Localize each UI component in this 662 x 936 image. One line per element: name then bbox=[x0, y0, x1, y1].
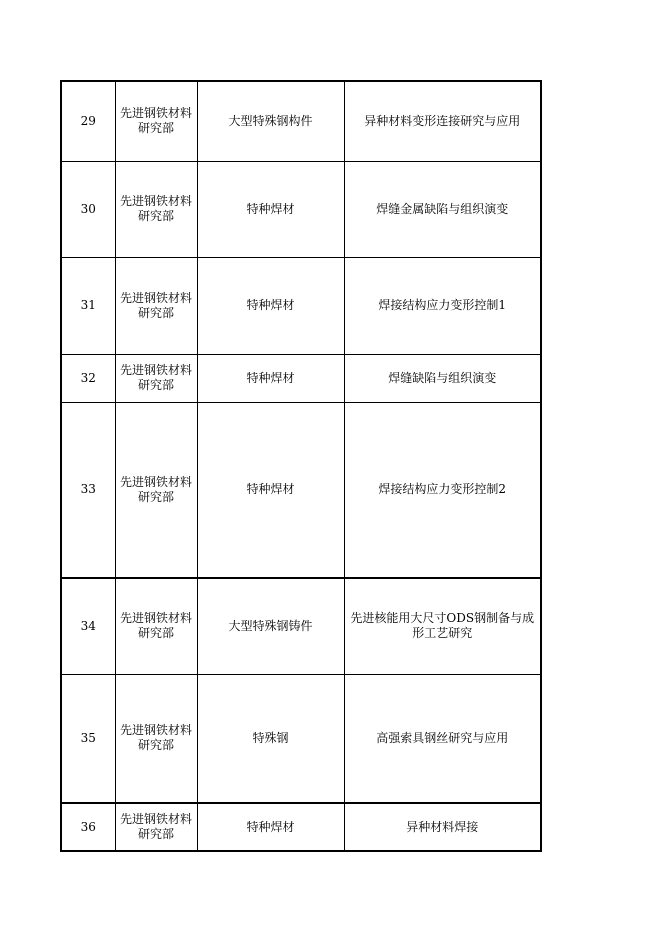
department-cell: 先进钢铁材料研究部 bbox=[115, 578, 197, 674]
category-cell: 特种焊材 bbox=[197, 803, 344, 851]
department-cell: 先进钢铁材料研究部 bbox=[115, 161, 197, 257]
table-row bbox=[61, 257, 541, 354]
table-row bbox=[61, 402, 541, 578]
department-cell: 先进钢铁材料研究部 bbox=[115, 354, 197, 402]
row-number: 30 bbox=[61, 161, 115, 257]
department-cell: 先进钢铁材料研究部 bbox=[115, 674, 197, 803]
row-number: 32 bbox=[61, 354, 115, 402]
row-number: 36 bbox=[61, 803, 115, 851]
row-number: 34 bbox=[61, 578, 115, 674]
category-cell: 特种焊材 bbox=[197, 257, 344, 354]
topic-cell: 异种材料变形连接研究与应用 bbox=[344, 81, 541, 161]
department-cell: 先进钢铁材料研究部 bbox=[115, 257, 197, 354]
category-cell: 特种焊材 bbox=[197, 354, 344, 402]
category-cell: 大型特殊钢铸件 bbox=[197, 578, 344, 674]
row-number: 29 bbox=[61, 81, 115, 161]
table-row bbox=[61, 578, 541, 674]
row-number: 31 bbox=[61, 257, 115, 354]
table-row bbox=[61, 354, 541, 402]
topic-cell: 焊缝缺陷与组织演变 bbox=[344, 354, 541, 402]
category-cell: 特殊钢 bbox=[197, 674, 344, 803]
topic-cell: 异种材料焊接 bbox=[344, 803, 541, 851]
topic-cell: 先进核能用大尺寸ODS钢制备与成形工艺研究 bbox=[344, 578, 541, 674]
category-cell: 特种焊材 bbox=[197, 161, 344, 257]
department-cell: 先进钢铁材料研究部 bbox=[115, 803, 197, 851]
topic-cell: 焊接结构应力变形控制2 bbox=[344, 402, 541, 578]
category-cell: 大型特殊钢构件 bbox=[197, 81, 344, 161]
row-number: 35 bbox=[61, 674, 115, 803]
table-row bbox=[61, 81, 541, 161]
data-table bbox=[60, 80, 542, 852]
table-row bbox=[61, 803, 541, 851]
topic-cell: 高强索具钢丝研究与应用 bbox=[344, 674, 541, 803]
department-cell: 先进钢铁材料研究部 bbox=[115, 81, 197, 161]
row-number: 33 bbox=[61, 402, 115, 578]
department-cell: 先进钢铁材料研究部 bbox=[115, 402, 197, 578]
table-row bbox=[61, 161, 541, 257]
topic-cell: 焊缝金属缺陷与组织演变 bbox=[344, 161, 541, 257]
table-row bbox=[61, 674, 541, 803]
topic-cell: 焊接结构应力变形控制1 bbox=[344, 257, 541, 354]
category-cell: 特种焊材 bbox=[197, 402, 344, 578]
